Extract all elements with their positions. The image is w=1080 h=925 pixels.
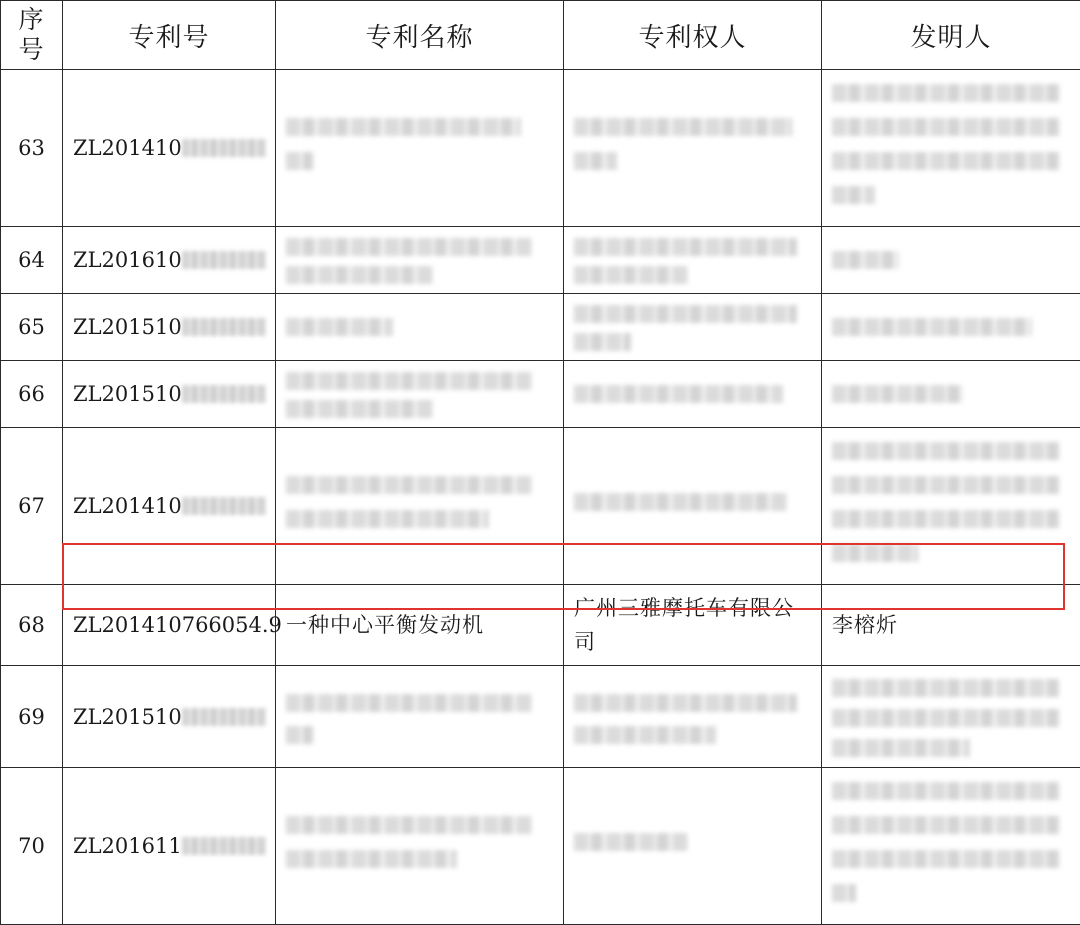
header-patent-name: 专利名称 — [276, 1, 564, 70]
row-patentee: 广州三雅摩托车有限公司 — [564, 585, 822, 666]
patent-no-text: ZL201611 — [73, 834, 182, 858]
patent-no-text: ZL201410 — [73, 136, 182, 160]
row-patentee-redacted — [564, 294, 822, 361]
row-inventor-redacted — [822, 70, 1080, 227]
redacted-patent-digits — [182, 385, 266, 403]
header-seq-line2: 号 — [1, 35, 62, 65]
patent-no-text: ZL201510 — [73, 315, 182, 339]
row-seq: 64 — [1, 227, 63, 294]
row-seq: 67 — [1, 428, 63, 585]
redacted-patent-digits — [182, 837, 266, 855]
row-patent-no — [63, 70, 276, 227]
row-inventor-redacted — [822, 428, 1080, 585]
row-inventor-redacted — [822, 227, 1080, 294]
row-patent-no — [63, 227, 276, 294]
header-patent-no: 专利号 — [63, 1, 276, 70]
row-patent-name-redacted — [276, 361, 564, 428]
redacted-patent-digits — [182, 318, 266, 336]
row-inventor: 李榕炘 — [822, 585, 1080, 666]
redacted-patent-digits — [182, 139, 266, 157]
row-patent-no — [63, 768, 276, 925]
row-inventor-redacted — [822, 666, 1080, 768]
table-row — [1, 294, 1080, 361]
redacted-patent-digits — [182, 497, 266, 515]
row-patent-name-redacted — [276, 428, 564, 585]
table-row-highlighted — [1, 585, 1080, 666]
table-row — [1, 768, 1080, 925]
header-inventor: 发明人 — [822, 1, 1080, 70]
row-seq: 68 — [1, 585, 63, 666]
patent-no-text: ZL201510 — [73, 382, 182, 406]
header-seq — [1, 1, 63, 70]
row-seq: 70 — [1, 768, 63, 925]
row-seq: 63 — [1, 70, 63, 227]
header-seq-line1: 序 — [1, 5, 62, 35]
header-row — [1, 1, 1080, 70]
row-inventor-redacted — [822, 361, 1080, 428]
row-seq: 69 — [1, 666, 63, 768]
row-patentee-redacted — [564, 666, 822, 768]
redacted-patent-digits — [182, 251, 266, 269]
row-patent-no: ZL201410766054.9 — [63, 585, 276, 666]
row-patent-name-redacted — [276, 294, 564, 361]
row-patentee-redacted — [564, 361, 822, 428]
row-patent-name-redacted — [276, 70, 564, 227]
table-row — [1, 666, 1080, 768]
row-patent-no — [63, 428, 276, 585]
row-patent-name-redacted — [276, 768, 564, 925]
table-row — [1, 227, 1080, 294]
row-patent-no — [63, 361, 276, 428]
row-patent-no — [63, 294, 276, 361]
table-row — [1, 428, 1080, 585]
header-patentee: 专利权人 — [564, 1, 822, 70]
row-patent-no — [63, 666, 276, 768]
row-patentee-redacted — [564, 428, 822, 585]
patent-no-text: ZL201410 — [73, 494, 182, 518]
row-inventor-redacted — [822, 768, 1080, 925]
row-inventor-redacted — [822, 294, 1080, 361]
row-patentee-redacted — [564, 227, 822, 294]
row-patent-name-redacted — [276, 227, 564, 294]
row-seq: 65 — [1, 294, 63, 361]
redacted-patent-digits — [182, 708, 266, 726]
row-patentee-redacted — [564, 768, 822, 925]
row-patentee-redacted — [564, 70, 822, 227]
row-patent-name: 一种中心平衡发动机 — [276, 585, 564, 666]
row-patent-name-redacted — [276, 666, 564, 768]
patent-no-text: ZL201610 — [73, 248, 182, 272]
table-row — [1, 70, 1080, 227]
patent-no-text: ZL201510 — [73, 705, 182, 729]
row-seq: 66 — [1, 361, 63, 428]
table-row — [1, 361, 1080, 428]
